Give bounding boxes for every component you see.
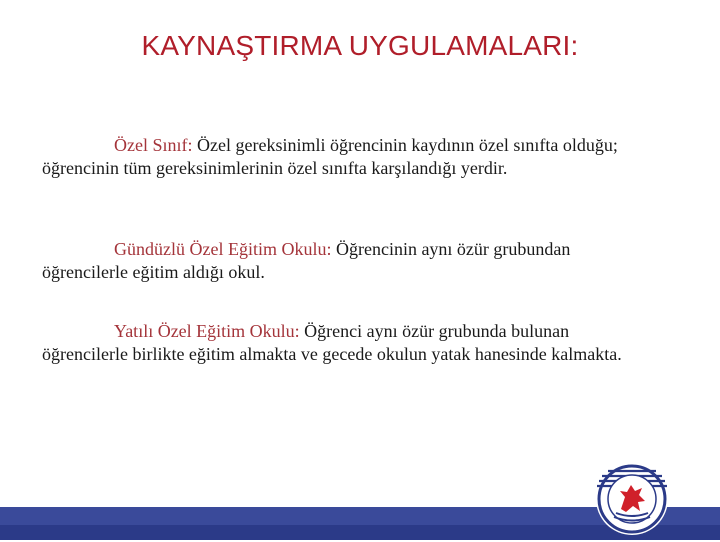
paragraph-ozel-sinif (42, 134, 622, 180)
paragraph-text: Öğrencinin aynı özür grubundan öğrencilerle eğitim aldığı okul. (42, 239, 571, 282)
term-label: Özel Sınıf: (114, 135, 193, 155)
slide-title: KAYNAŞTIRMA UYGULAMALARI: (141, 30, 579, 61)
paragraph-text: Öğrenci aynı özür grubunda bulunan öğrencilerle birlikte eğitim almakta ve gecede okulun yatak hanesinde kalmakta. (42, 321, 622, 364)
university-logo-icon (594, 461, 670, 537)
term-label: Gündüzlü Özel Eğitim Okulu: (114, 239, 332, 259)
paragraph-gunduzlu-okul (42, 238, 622, 284)
paragraph-yatili-okul (42, 320, 622, 366)
term-label: Yatılı Özel Eğitim Okulu: (114, 321, 300, 341)
paragraph-text: Özel gereksinimli öğrencinin kaydının özel sınıfta olduğu; öğrencinin tüm gereksinimlerinin özel sınıfta karşılandığı yerdir. (42, 135, 618, 178)
